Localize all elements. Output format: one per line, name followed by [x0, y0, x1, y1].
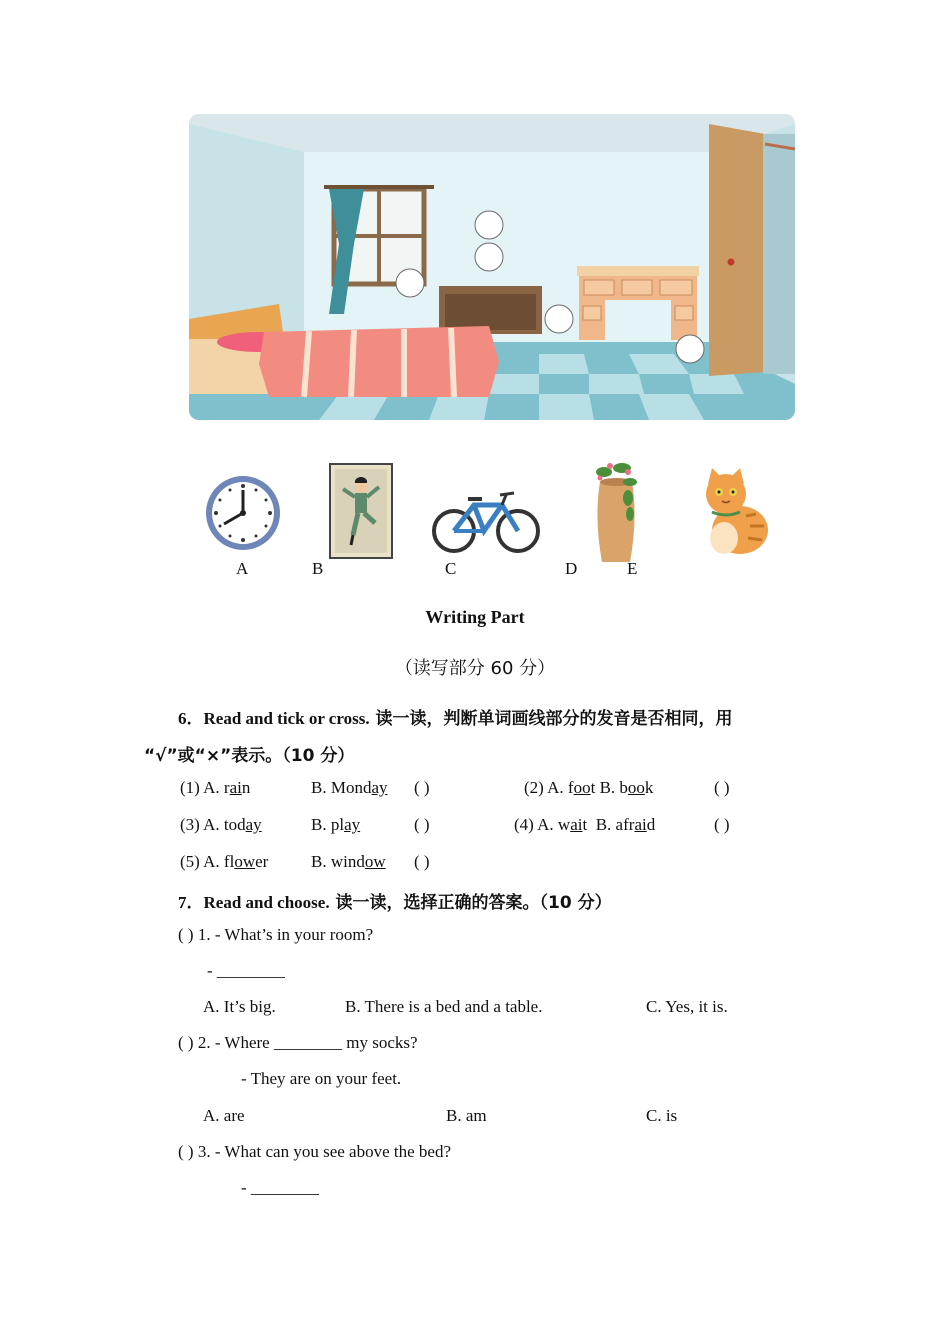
q7-question-3-stem: ( ) 3. - What can you see above the bed?	[178, 1142, 451, 1161]
item-number: (2)	[524, 778, 544, 797]
q6-title-cn2: “√”或“×”表示。（10 分）	[144, 746, 355, 766]
word-a-underlined: oo	[573, 778, 591, 797]
q6-item-4	[514, 815, 655, 835]
answer-paren[interactable]: ( )	[414, 778, 430, 797]
word-b-underlined: ay	[344, 815, 361, 834]
q6-item-3-b	[311, 815, 360, 835]
word-a: A. r	[203, 778, 230, 797]
word-b: B. afr	[595, 815, 635, 834]
q6-number: 6．	[178, 709, 204, 728]
item-number: (5)	[180, 852, 200, 871]
word-a-underlined: ai	[229, 778, 242, 797]
q6-item-5	[180, 852, 268, 872]
word-a-underlined: ai	[570, 815, 583, 834]
q7-title-cn: 读一读，选择正确的答案。（10 分）	[329, 893, 612, 913]
word-a-end: t	[590, 778, 596, 797]
q6-title-cn: 读一读，判断单词画线部分的发音是否相同，用	[369, 709, 733, 729]
word-a-end: t	[582, 815, 588, 834]
q7-question-1-answer-line[interactable]: - ________	[207, 961, 285, 980]
q7-question-1-option-a[interactable]: A. It’s big.	[203, 997, 276, 1016]
q6-title-en: Read and tick or cross.	[203, 709, 370, 728]
picture-label-d: D	[565, 559, 578, 578]
answer-paren[interactable]: ( )	[714, 778, 730, 797]
answer-paren[interactable]: ( )	[414, 852, 430, 871]
section-subtitle: （读写部分 60 分）	[394, 658, 556, 679]
q7-number: 7．	[178, 893, 204, 912]
q7-question-1-option-c[interactable]: C. Yes, it is.	[646, 997, 728, 1016]
word-b-end: k	[644, 778, 654, 797]
q7-question-2-option-a[interactable]: A. are	[203, 1106, 245, 1125]
kungfu-picture-icon	[329, 463, 393, 564]
word-b: B. pl	[311, 815, 345, 834]
q6-item-1-b	[311, 778, 388, 798]
clock-icon	[204, 474, 282, 557]
answer-paren[interactable]: ( )	[714, 815, 730, 834]
q7-title-en: Read and choose.	[203, 893, 330, 912]
cat-icon	[694, 468, 774, 561]
word-b-end: d	[646, 815, 656, 834]
room-illustration	[189, 114, 795, 420]
picture-label-e: E	[627, 559, 638, 578]
q7-question-1-stem: ( ) 1. - What’s in your room?	[178, 925, 374, 944]
q6-item-2	[524, 778, 653, 798]
answer-paren[interactable]: ( )	[414, 815, 430, 834]
word-b: B. Mond	[311, 778, 372, 797]
q7-title	[178, 888, 612, 913]
q7-question-1-option-b[interactable]: B. There is a bed and a table.	[345, 997, 543, 1016]
q6-title	[178, 704, 733, 729]
section-title: Writing Part	[425, 607, 525, 627]
word-b-underlined: ay	[371, 778, 388, 797]
word-b: B. b	[599, 778, 628, 797]
q7-question-2-stem: ( ) 2. - Where ________ my socks?	[178, 1033, 418, 1052]
word-a: A. f	[547, 778, 574, 797]
picture-label-a: A	[236, 559, 249, 578]
word-a-underlined: ow	[234, 852, 256, 871]
word-a: A. w	[537, 815, 571, 834]
q7-question-2-answer-line: - They are on your feet.	[241, 1069, 402, 1088]
word-b-underlined: ai	[634, 815, 647, 834]
word-b: B. wind	[311, 852, 365, 871]
item-number: (3)	[180, 815, 200, 834]
picture-label-b: B	[312, 559, 324, 578]
word-a-end: n	[241, 778, 251, 797]
q7-question-2-option-b[interactable]: B. am	[446, 1106, 487, 1125]
picture-label-c: C	[445, 559, 457, 578]
item-number: (1)	[180, 778, 200, 797]
vase-with-flowers-icon	[590, 458, 642, 569]
q6-item-5-b	[311, 852, 386, 872]
q6-item-1	[180, 778, 250, 798]
q6-title-line2	[144, 741, 354, 766]
word-a: A. tod	[203, 815, 246, 834]
item-number: (4)	[514, 815, 534, 834]
word-a-underlined: ay	[245, 815, 262, 834]
word-b-underlined: oo	[627, 778, 645, 797]
q7-question-3-answer-line[interactable]: - ________	[241, 1178, 319, 1197]
word-a: A. fl	[203, 852, 235, 871]
word-b-underlined: ow	[364, 852, 386, 871]
bicycle-icon	[430, 487, 542, 560]
q6-item-3	[180, 815, 262, 835]
q7-question-2-option-c[interactable]: C. is	[646, 1106, 678, 1125]
word-a-end: er	[255, 852, 269, 871]
